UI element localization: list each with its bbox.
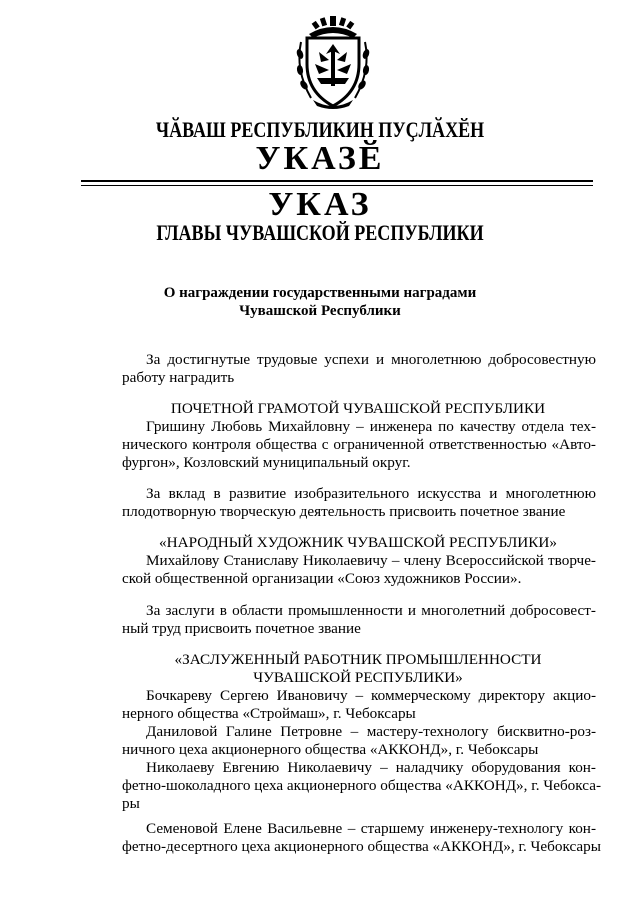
award-title: «ЗАСЛУЖЕННЫЙ РАБОТНИК ПРОМЫШЛЕННОСТИ — [174, 651, 542, 668]
recipient-line: фетно-десертного цеха акционерного общества «АККОНД», г. Чебоксары — [122, 838, 601, 855]
recipient-line: Гришину Любовь Михайловну – инженера по качеству отдела тех- — [146, 418, 596, 435]
section-intro-line: ный труд присвоить почетное звание — [122, 620, 361, 637]
section-intro-line: За заслуги в области промышленности и многолетний добросовест- — [146, 602, 596, 619]
coat-of-arms-emblem — [291, 14, 375, 112]
chuvash-head-title: ЧӐВАШ РЕСПУБЛИКИН ПУҪЛӐХӖН — [155, 117, 485, 142]
section-intro-line: За вклад в развитие изобразительного искусства и многолетнюю — [146, 485, 596, 502]
section-intro-line: работу наградить — [122, 369, 235, 386]
recipient-line: фетно-шоколадного цеха акционерного общества «АККОНД», г. Чебокса- — [122, 777, 602, 794]
recipient-line: ры — [122, 795, 140, 812]
russian-decree-title: УКАЗ — [268, 186, 372, 223]
header-divider-thick — [81, 180, 593, 182]
recipient-line: Даниловой Галине Петровне – мастеру-технологу бисквитно-роз- — [146, 723, 596, 740]
recipient-line: ской общественной организации «Союз художников России». — [122, 570, 522, 587]
recipient-line: нерного общества «Строймаш», г. Чебоксары — [122, 705, 416, 722]
recipient-line: Михайлову Станиславу Николаевичу – члену Всероссийской творче- — [146, 552, 596, 569]
decree-subject-line: О награждении государственными наградами — [163, 285, 477, 301]
recipient-line: Николаеву Евгению Николаевичу – наладчику оборудования кон- — [146, 759, 596, 776]
section-intro-line: За достигнутые трудовые успехи и многолетнюю добросовестную — [146, 351, 596, 368]
recipient-line: ничного цеха акционерного общества «АККОНД», г. Чебоксары — [122, 741, 539, 758]
recipient-line: нического контроля общества с ограниченной ответственностью «Авто- — [122, 436, 596, 453]
chuvash-decree-title: УКАЗӖ — [255, 140, 385, 177]
award-title: ПОЧЕТНОЙ ГРАМОТОЙ ЧУВАШСКОЙ РЕСПУБЛИКИ — [170, 400, 546, 417]
recipient-line: фургон», Козловский муниципальный округ. — [122, 454, 411, 471]
section-intro-line: плодотворную творческую деятельность присвоить почетное звание — [122, 503, 566, 520]
decree-subject-line: Чувашской Республики — [239, 303, 401, 319]
award-title: «НАРОДНЫЙ ХУДОЖНИК ЧУВАШСКОЙ РЕСПУБЛИКИ» — [159, 534, 557, 551]
award-title: ЧУВАШСКОЙ РЕСПУБЛИКИ» — [253, 669, 463, 686]
recipient-line: Бочкареву Сергею Ивановичу – коммерческому директору акцио- — [146, 687, 596, 704]
recipient-line: Семеновой Елене Васильевне – старшему инженеру-технологу кон- — [146, 820, 596, 837]
russian-head-title: ГЛАВЫ ЧУВАШСКОЙ РЕСПУБЛИКИ — [156, 220, 484, 245]
